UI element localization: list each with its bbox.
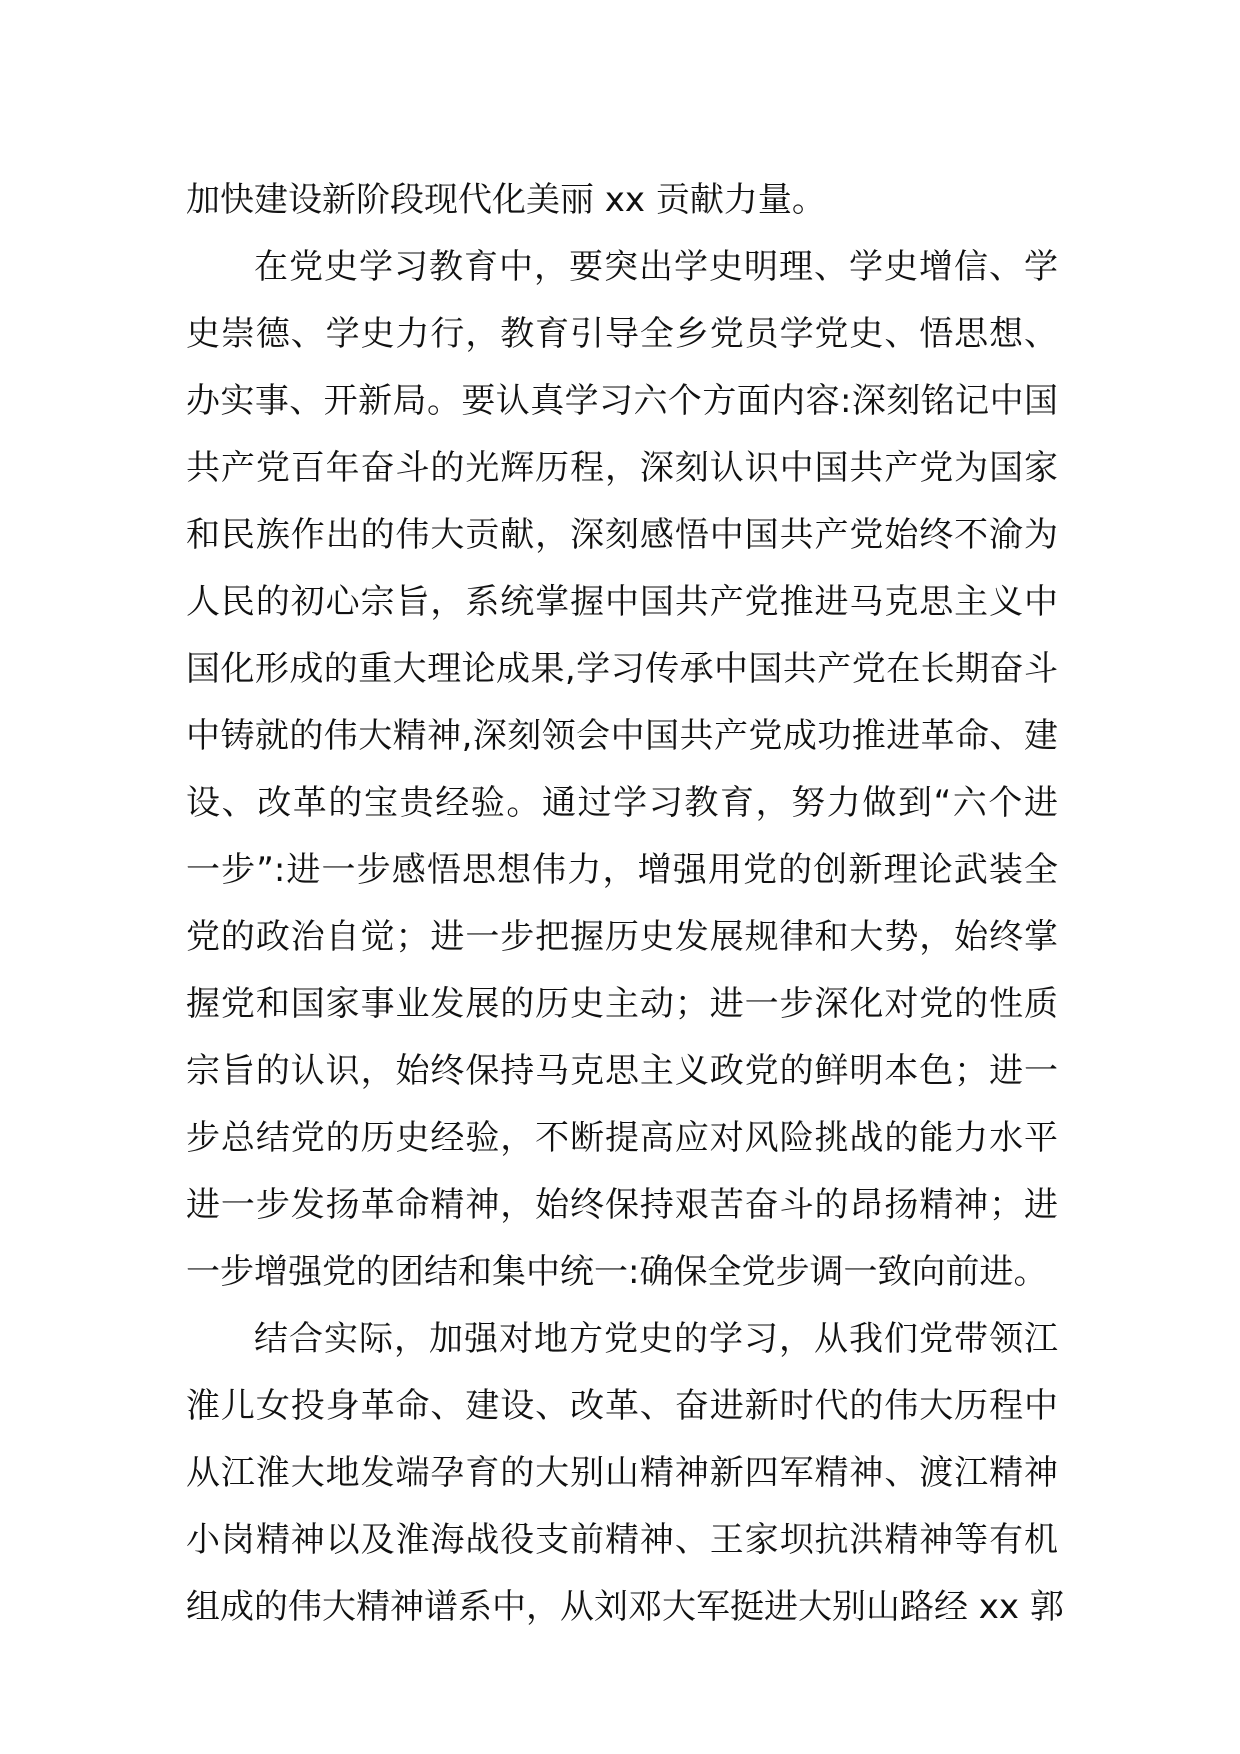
text-line: 一步增强党的团结和集中统一:确保全党步调一致向前进。 [186,1252,1048,1292]
text-line: 步总结党的历史经验，不断提高应对风险挑战的能力水平 [186,1118,1058,1158]
text-line: 从江淮大地发端孕育的大别山精神新四军精神、渡江精神 [186,1453,1058,1493]
text-line: 宗旨的认识，始终保持马克思主义政党的鲜明本色；进一 [186,1051,1058,1091]
paragraph-first-line: 结合实际，加强对地方党史的学习，从我们党带领江 [254,1319,1058,1359]
text-line: 和民族作出的伟大贡献，深刻感悟中国共产党始终不渝为 [186,515,1058,555]
text-line: 设、改革的宝贵经验。通过学习教育，努力做到“六个进 [186,783,1058,823]
text-line: 小岗精神以及淮海战役支前精神、王家坝抗洪精神等有机 [186,1520,1058,1560]
text-line: 中铸就的伟大精神,深刻领会中国共产党成功推进革命、建 [186,716,1058,756]
text-line: 加快建设新阶段现代化美丽 xx 贡献力量。 [186,180,826,220]
text-line: 国化形成的重大理论成果,学习传承中国共产党在长期奋斗 [186,649,1058,689]
text-line: 人民的初心宗旨，系统掌握中国共产党推进马克思主义中 [186,582,1058,622]
text-line: 进一步发扬革命精神，始终保持艰苦奋斗的昂扬精神；进 [186,1185,1058,1225]
text-line: 一步”:进一步感悟思想伟力，增强用党的创新理论武装全 [186,850,1058,890]
text-line: 握党和国家事业发展的历史主动；进一步深化对党的性质 [186,984,1058,1024]
text-line: 淮儿女投身革命、建设、改革、奋进新时代的伟大历程中 [186,1386,1058,1426]
text-line: 党的政治自觉；进一步把握历史发展规律和大势，始终掌 [186,917,1058,957]
text-line: 组成的伟大精神谱系中，从刘邓大军挺进大别山路经 xx 郭 [186,1587,1064,1627]
text-line: 史崇德、学史力行，教育引导全乡党员学党史、悟思想、 [186,314,1058,354]
document-body [186,167,1064,1641]
paragraph-first-line: 在党史学习教育中，要突出学史明理、学史增信、学 [254,247,1058,287]
text-line: 办实事、开新局。要认真学习六个方面内容:深刻铭记中国 [186,381,1058,421]
text-line: 共产党百年奋斗的光辉历程，深刻认识中国共产党为国家 [186,448,1058,488]
